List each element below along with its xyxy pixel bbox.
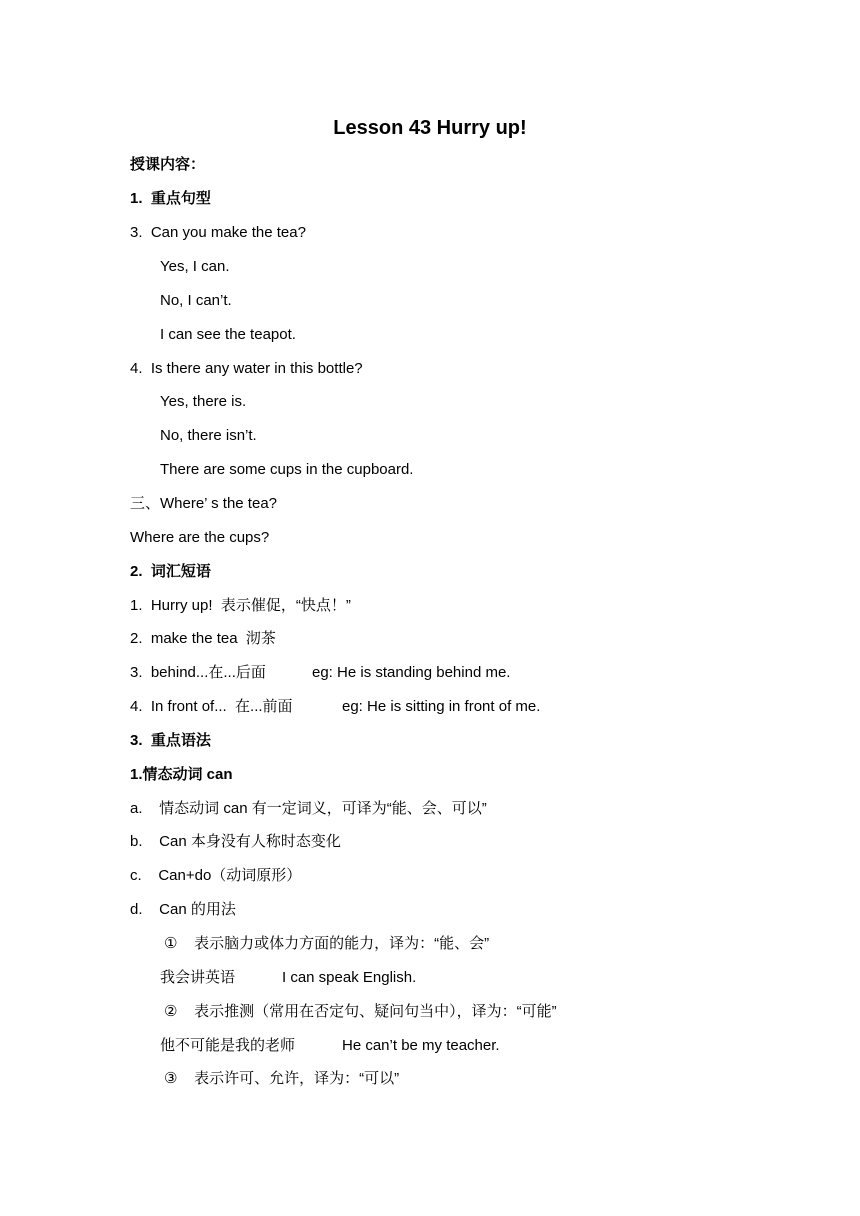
lesson-title: Lesson 43 Hurry up! [333, 117, 527, 139]
vocab-line: 1. Hurry up! 表示催促，“快点！” [130, 597, 351, 614]
grammar-point: a. 情态动词 can 有一定词义，可译为“能、会、可以” [130, 800, 487, 817]
section-heading: 3. 重点语法 [130, 732, 211, 749]
usage-item: ② 表示推测（常用在否定句、疑问句当中），译为：“可能” [164, 1003, 557, 1020]
sentence-line: 三、Where’ s the tea? [130, 495, 278, 512]
example-chinese: 他不可能是我的老师 [160, 1037, 296, 1054]
subsection-heading: 1.情态动词 can [130, 766, 233, 783]
grammar-point: b. Can 本身没有人称时态变化 [130, 833, 341, 850]
usage-item: ③ 表示许可、允许，译为：“可以” [164, 1070, 400, 1087]
usage-item: ① 表示脑力或体力方面的能力，译为：“能、会” [164, 935, 490, 952]
sentence-line: Yes, I can. [160, 258, 230, 275]
sentence-line: 3. Can you make the tea? [130, 224, 306, 241]
sentence-line: I can see the teapot. [160, 326, 296, 343]
grammar-point: d. Can 的用法 [130, 901, 236, 918]
sentence-line: No, there isn’t. [160, 427, 257, 444]
vocab-line: 2. make the tea 沏茶 [130, 630, 276, 647]
section-heading: 2. 词汇短语 [130, 563, 211, 580]
sentence-line: There are some cups in the cupboard. [160, 461, 414, 478]
grammar-point: c. Can+do（动词原形） [130, 867, 302, 884]
example-chinese: 我会讲英语 [160, 969, 236, 986]
example-english: I can speak English. [282, 969, 417, 986]
section-heading: 1. 重点句型 [130, 190, 211, 207]
sentence-line: No, I can’t. [160, 292, 232, 309]
example-english: He can’t be my teacher. [342, 1037, 500, 1054]
vocab-line: 4. In front of... 在...前面 [130, 698, 293, 715]
sentence-line: Where are the cups? [130, 529, 270, 546]
sentence-line: Yes, there is. [160, 393, 247, 410]
example-text: eg: He is standing behind me. [312, 664, 511, 681]
example-text: eg: He is sitting in front of me. [342, 698, 541, 715]
sentence-line: 4. Is there any water in this bottle? [130, 360, 363, 377]
section-heading: 授课内容： [130, 156, 206, 173]
vocab-line: 3. behind...在...后面 [130, 664, 266, 681]
